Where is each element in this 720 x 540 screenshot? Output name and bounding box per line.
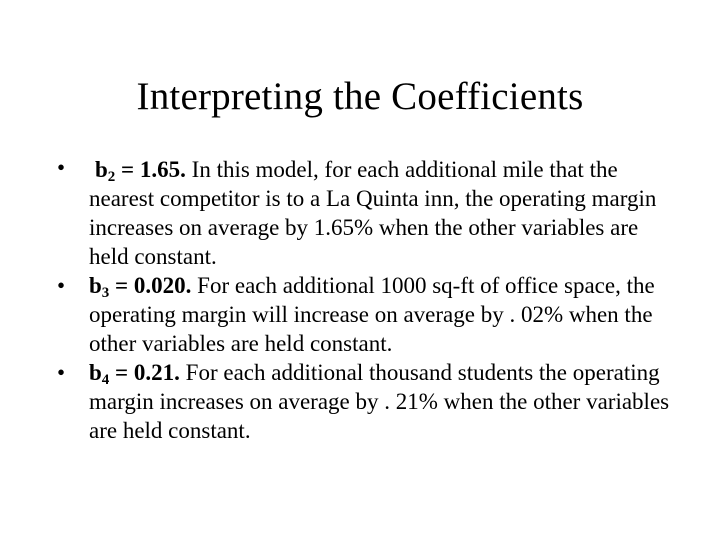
coefficient-symbol: b xyxy=(89,360,102,385)
bullet-text: In this model, for each additional mile that the nearest competitor is to a La Quinta inn, the operating margin increases on average by 1.65% when the other variables are held constant. xyxy=(89,157,657,269)
coefficient-subscript: 3 xyxy=(101,285,110,301)
coefficient-value: = 0.020. xyxy=(109,273,192,298)
bullet-item-b3 xyxy=(55,271,675,358)
bullet-item-b4 xyxy=(55,358,675,445)
bullet-dot-icon: • xyxy=(57,360,66,385)
bullet-item-b2 xyxy=(55,155,675,271)
slide-title: Interpreting the Coefficients xyxy=(136,75,584,118)
bullet-text: For each additional thousand students the operating margin increases on average by . 21% when the other variables are held constant. xyxy=(89,360,670,443)
coefficient-term xyxy=(89,360,180,388)
bullet-dot-icon: • xyxy=(57,155,66,180)
coefficient-value: = 0.21. xyxy=(109,360,180,385)
coefficient-term xyxy=(89,273,192,301)
coefficient-value: = 1.65. xyxy=(115,157,186,182)
bullet-text: For each additional 1000 sq-ft of office space, the operating margin will increase on average by . 02% when the other variables are held constant. xyxy=(89,273,655,356)
coefficient-symbol: b xyxy=(89,273,102,298)
bullet-list xyxy=(55,155,675,445)
coefficient-subscript: 4 xyxy=(101,372,110,388)
coefficient-subscript: 2 xyxy=(107,169,116,185)
coefficient-symbol: b xyxy=(95,157,108,182)
bullet-dot-icon: • xyxy=(57,273,66,298)
coefficient-term xyxy=(95,157,186,185)
